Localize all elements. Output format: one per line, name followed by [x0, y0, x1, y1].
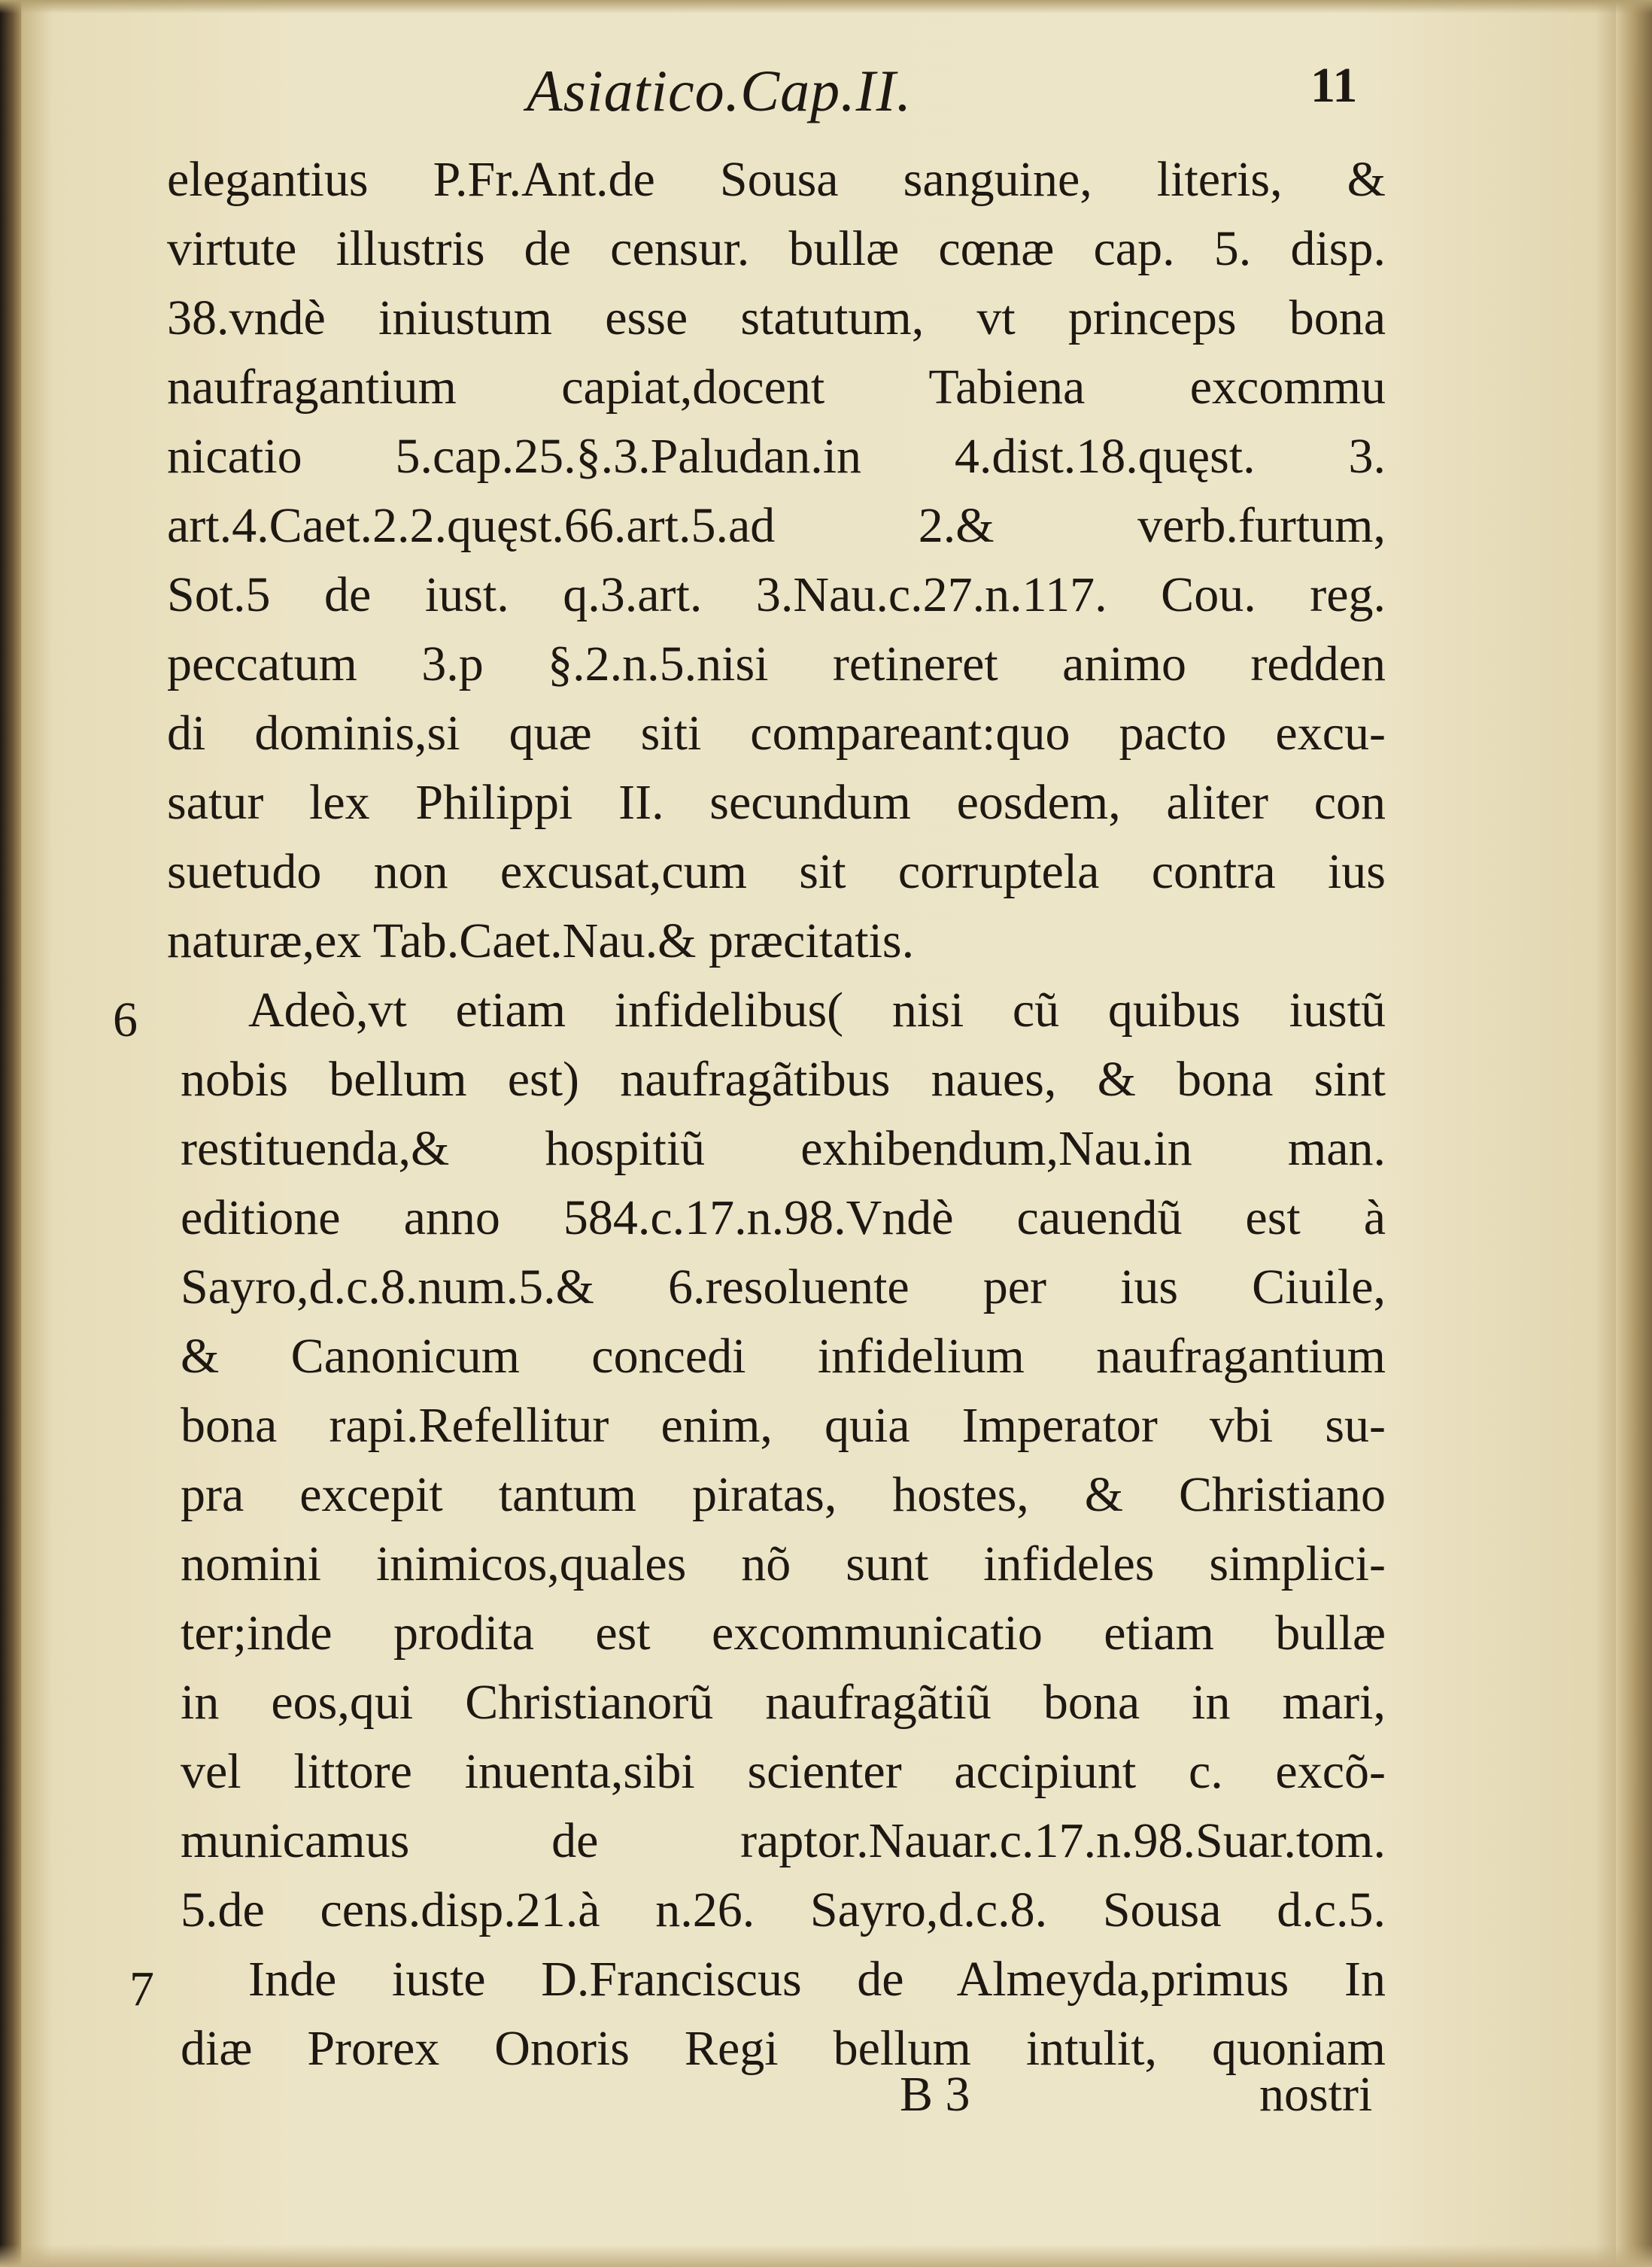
- text-line: di dominis,si quæ siti compareant:quo pacto excu-: [167, 706, 1386, 761]
- page-fore-edge: [1616, 0, 1652, 2267]
- text-line: elegantius P.Fr.Ant.de Sousa sanguine, literis, &: [167, 152, 1386, 207]
- page-number: 11: [1310, 58, 1358, 113]
- binding-edge: [0, 0, 21, 2267]
- text-line: vel littore inuenta,sibi scienter accipiunt c. excõ-: [181, 1744, 1386, 1799]
- paragraph-start-line: Adeò,vt etiam infidelibus( nisi cũ quibus iustũ: [248, 983, 1386, 1038]
- text-line: bona rapi.Refellitur enim, quia Imperator vbi su-: [181, 1398, 1386, 1453]
- text-line: satur lex Philippi II. secundum eosdem, aliter con: [167, 775, 1386, 830]
- top-shadow: [0, 0, 1652, 14]
- text-line: nicatio 5.cap.25.§.3.Paludan.in 4.dist.18.quęst. 3.: [167, 429, 1386, 484]
- text-line: ter;inde prodita est excommunicatio etiam bullæ: [181, 1606, 1386, 1661]
- text-line: suetudo non excusat,cum sit corruptela contra ius: [167, 844, 1386, 899]
- text-line: restituenda,& hospitiũ exhibendum,Nau.in man.: [181, 1121, 1386, 1176]
- signature-mark: B 3: [900, 2067, 970, 2122]
- margin-paragraph-number: 6: [113, 992, 138, 1047]
- text-line: diæ Prorex Onoris Regi bellum intulit, quoniam: [181, 2021, 1386, 2076]
- margin-paragraph-number: 7: [129, 1962, 154, 2016]
- text-line: Sot.5 de iust. q.3.art. 3.Nau.c.27.n.117. Cou. reg.: [167, 567, 1386, 622]
- text-line: nomini inimicos,quales nõ sunt infideles simplici-: [181, 1536, 1386, 1591]
- text-line: in eos,qui Christianorũ naufragãtiũ bona in mari,: [181, 1675, 1386, 1730]
- text-line: naufragantium capiat,docent Tabiena excommu: [167, 360, 1386, 415]
- paragraph-start-line: Inde iuste D.Franciscus de Almeyda,primus In: [248, 1952, 1386, 2007]
- catchword: nostri: [1259, 2067, 1373, 2122]
- text-line: virtute illustris de censur. bullæ cœnæ cap. 5. disp.: [167, 221, 1386, 276]
- text-line: nobis bellum est) naufragãtibus naues, & bona sint: [181, 1052, 1386, 1107]
- text-line: municamus de raptor.Nauar.c.17.n.98.Suar.tom.: [181, 1813, 1386, 1868]
- text-line: Sayro,d.c.8.num.5.& 6.resoluente per ius Ciuile,: [181, 1260, 1386, 1314]
- text-line: art.4.Caet.2.2.quęst.66.art.5.ad 2.& verb.furtum,: [167, 498, 1386, 553]
- bottom-shadow: [0, 2244, 1652, 2267]
- text-line: peccatum 3.p §.2.n.5.nisi retineret animo redden: [167, 637, 1386, 691]
- text-line: 5.de cens.disp.21.à n.26. Sayro,d.c.8. Sousa d.c.5.: [181, 1883, 1386, 1937]
- text-line: pra excepit tantum piratas, hostes, & Christiano: [181, 1467, 1386, 1522]
- text-line: editione anno 584.c.17.n.98.Vndè cauendũ est à: [181, 1190, 1386, 1245]
- text-line: naturæ,ex Tab.Caet.Nau.& præcitatis.: [167, 913, 915, 968]
- text-line: 38.vndè iniustum esse statutum, vt princeps bona: [167, 290, 1386, 345]
- text-line: & Canonicum concedi infidelium naufragantium: [181, 1329, 1386, 1384]
- running-head: Asiatico.Cap.II.: [527, 58, 913, 123]
